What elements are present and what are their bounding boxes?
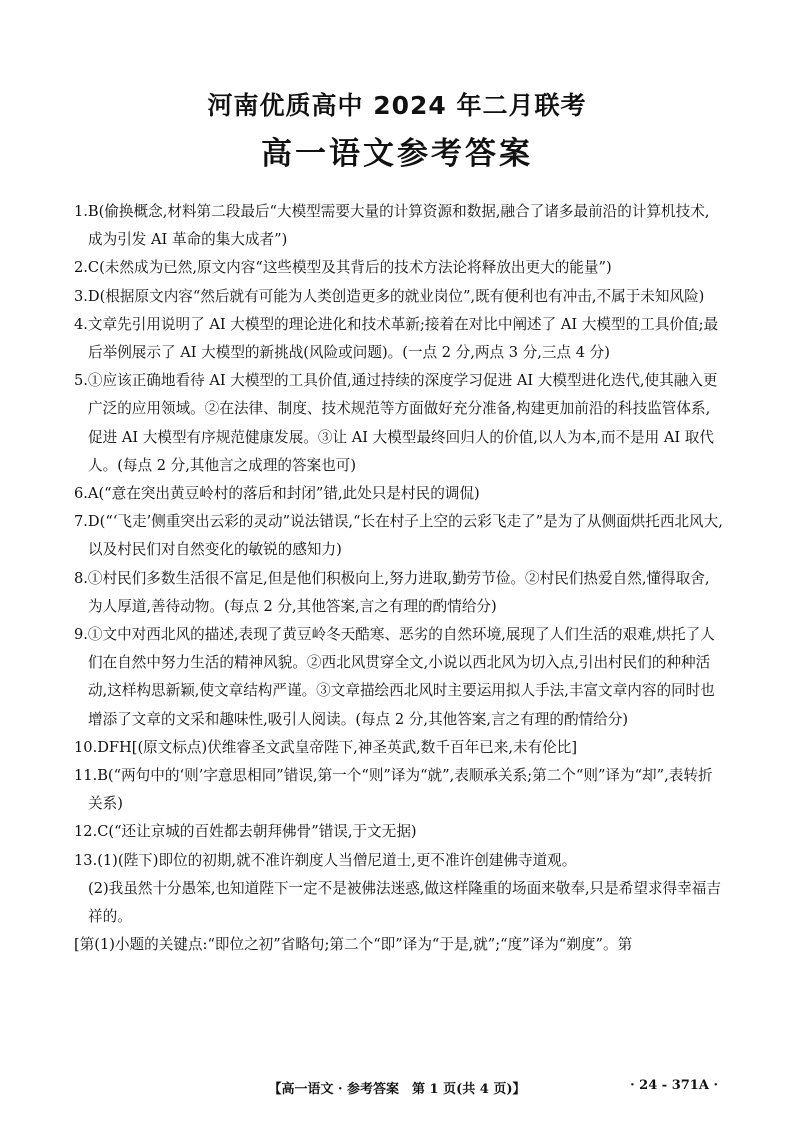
- answer-6: 6.A(“意在突出黄豆岭村的落后和封闭”错,此处只是村民的调侃): [74, 485, 480, 503]
- footer-exam-code: · 24 - 371A ·: [630, 1078, 718, 1093]
- answer-13-part-1: 13.(1)(陛下)即位的初期,就不准许剃度人当僧尼道士,更不准许创建佛寺道观。: [74, 851, 577, 869]
- exam-title: 河南优质高中 2024 年二月联考: [207, 91, 587, 120]
- answer-list: [74, 198, 724, 959]
- answer-10: 10.DFH[(原文标点)伏维睿圣文武皇帝陛下,神圣英武,数千百年已来,未有伦比]: [74, 738, 578, 756]
- answer-5: 5.①应该正确地看待 AI 大模型的工具价值,通过持续的深度学习促进 AI 大模型进化迭代,使其融入更广泛的应用领域。②在法律、制度、技术规范等方面做好充分准备,构建更加前沿的科技监管体系,促进 AI 大模型有序规范健康发展。③让 AI 大模型最终回归人的价值,以人为本,而不是用 AI 取代人。(每点 2 分,其他言之成理的答案也可): [74, 372, 718, 474]
- answer-9: 9.①文中对西北风的描述,表现了黄豆岭冬天酷寒、恶劣的自然环境,展现了人们生活的艰难,烘托了人们在自然中努力生活的精神风貌。②西北风贯穿全文,小说以西北风为切入点,引出村民们的种种活动,这样构思新颖,使文章结构严谨。③文章描绘西北风时主要运用拟人手法,丰富文章内容的同时也增添了文章的文采和趣味性,吸引人阅读。(每点 2 分,其他答案,言之有理的酌情给分): [74, 626, 715, 728]
- footer-page-info: 【高一语文 · 参考答案 第 1 页(共 4 页)】: [268, 1082, 526, 1097]
- answer-13-part-2: (2)我虽然十分愚笨,也知道陛下一定不是被佛法迷惑,做这样隆重的场面来敬奉,只是希望求得幸福吉祥的。: [88, 879, 721, 926]
- answer-13-key-points: [第(1)小题的关键点:“即位之初”省略句;第二个“即”译为“于是,就”;“度”译为“剃度”。第: [74, 936, 633, 954]
- answer-1: 1.B(偷换概念,材料第二段最后“大模型需要大量的计算资源和数据,融合了诸多最前沿的计算机技术,成为引发 AI 革命的集大成者”): [74, 203, 710, 249]
- answer-4: 4.文章先引用说明了 AI 大模型的理论进化和技术革新;接着在对比中阐述了 AI 大模型的工具价值;最后举例展示了 AI 大模型的新挑战(风险或问题)。(一点 2 分,两点 3 分,三点 4 分): [74, 315, 719, 362]
- answer-8: 8.①村民们多数生活很不富足,但是他们积极向上,努力进取,勤劳节俭。②村民们热爱自然,懂得取舍,为人厚道,善待动物。(每点 2 分,其他答案,言之有理的酌情给分): [74, 569, 710, 615]
- answer-2: 2.C(未然成为已然,原文内容“这些模型及其背后的技术方法论将释放出更大的能量”): [74, 259, 612, 277]
- answer-key-title: 高一语文参考答案: [261, 136, 533, 172]
- answer-7: 7.D(“‘飞走’侧重突出云彩的灵动”说法错误,“长在村子上空的云彩飞走了”是为了从侧面烘托西北风大,以及村民们对自然变化的敏锐的感知力): [74, 513, 723, 559]
- answer-11: 11.B(“两句中的‘则’字意思相同”错误,第一个“则”译为“就”,表顺承关系;第二个“则”译为“却”,表转折关系): [74, 767, 713, 813]
- answer-12: 12.C(“还让京城的百姓都去朝拜佛骨”错误,于文无据): [74, 823, 417, 841]
- answer-3: 3.D(根据原文内容“然后就有可能为人类创造更多的就业岗位”,既有便利也有冲击,不属于未知风险): [74, 287, 705, 305]
